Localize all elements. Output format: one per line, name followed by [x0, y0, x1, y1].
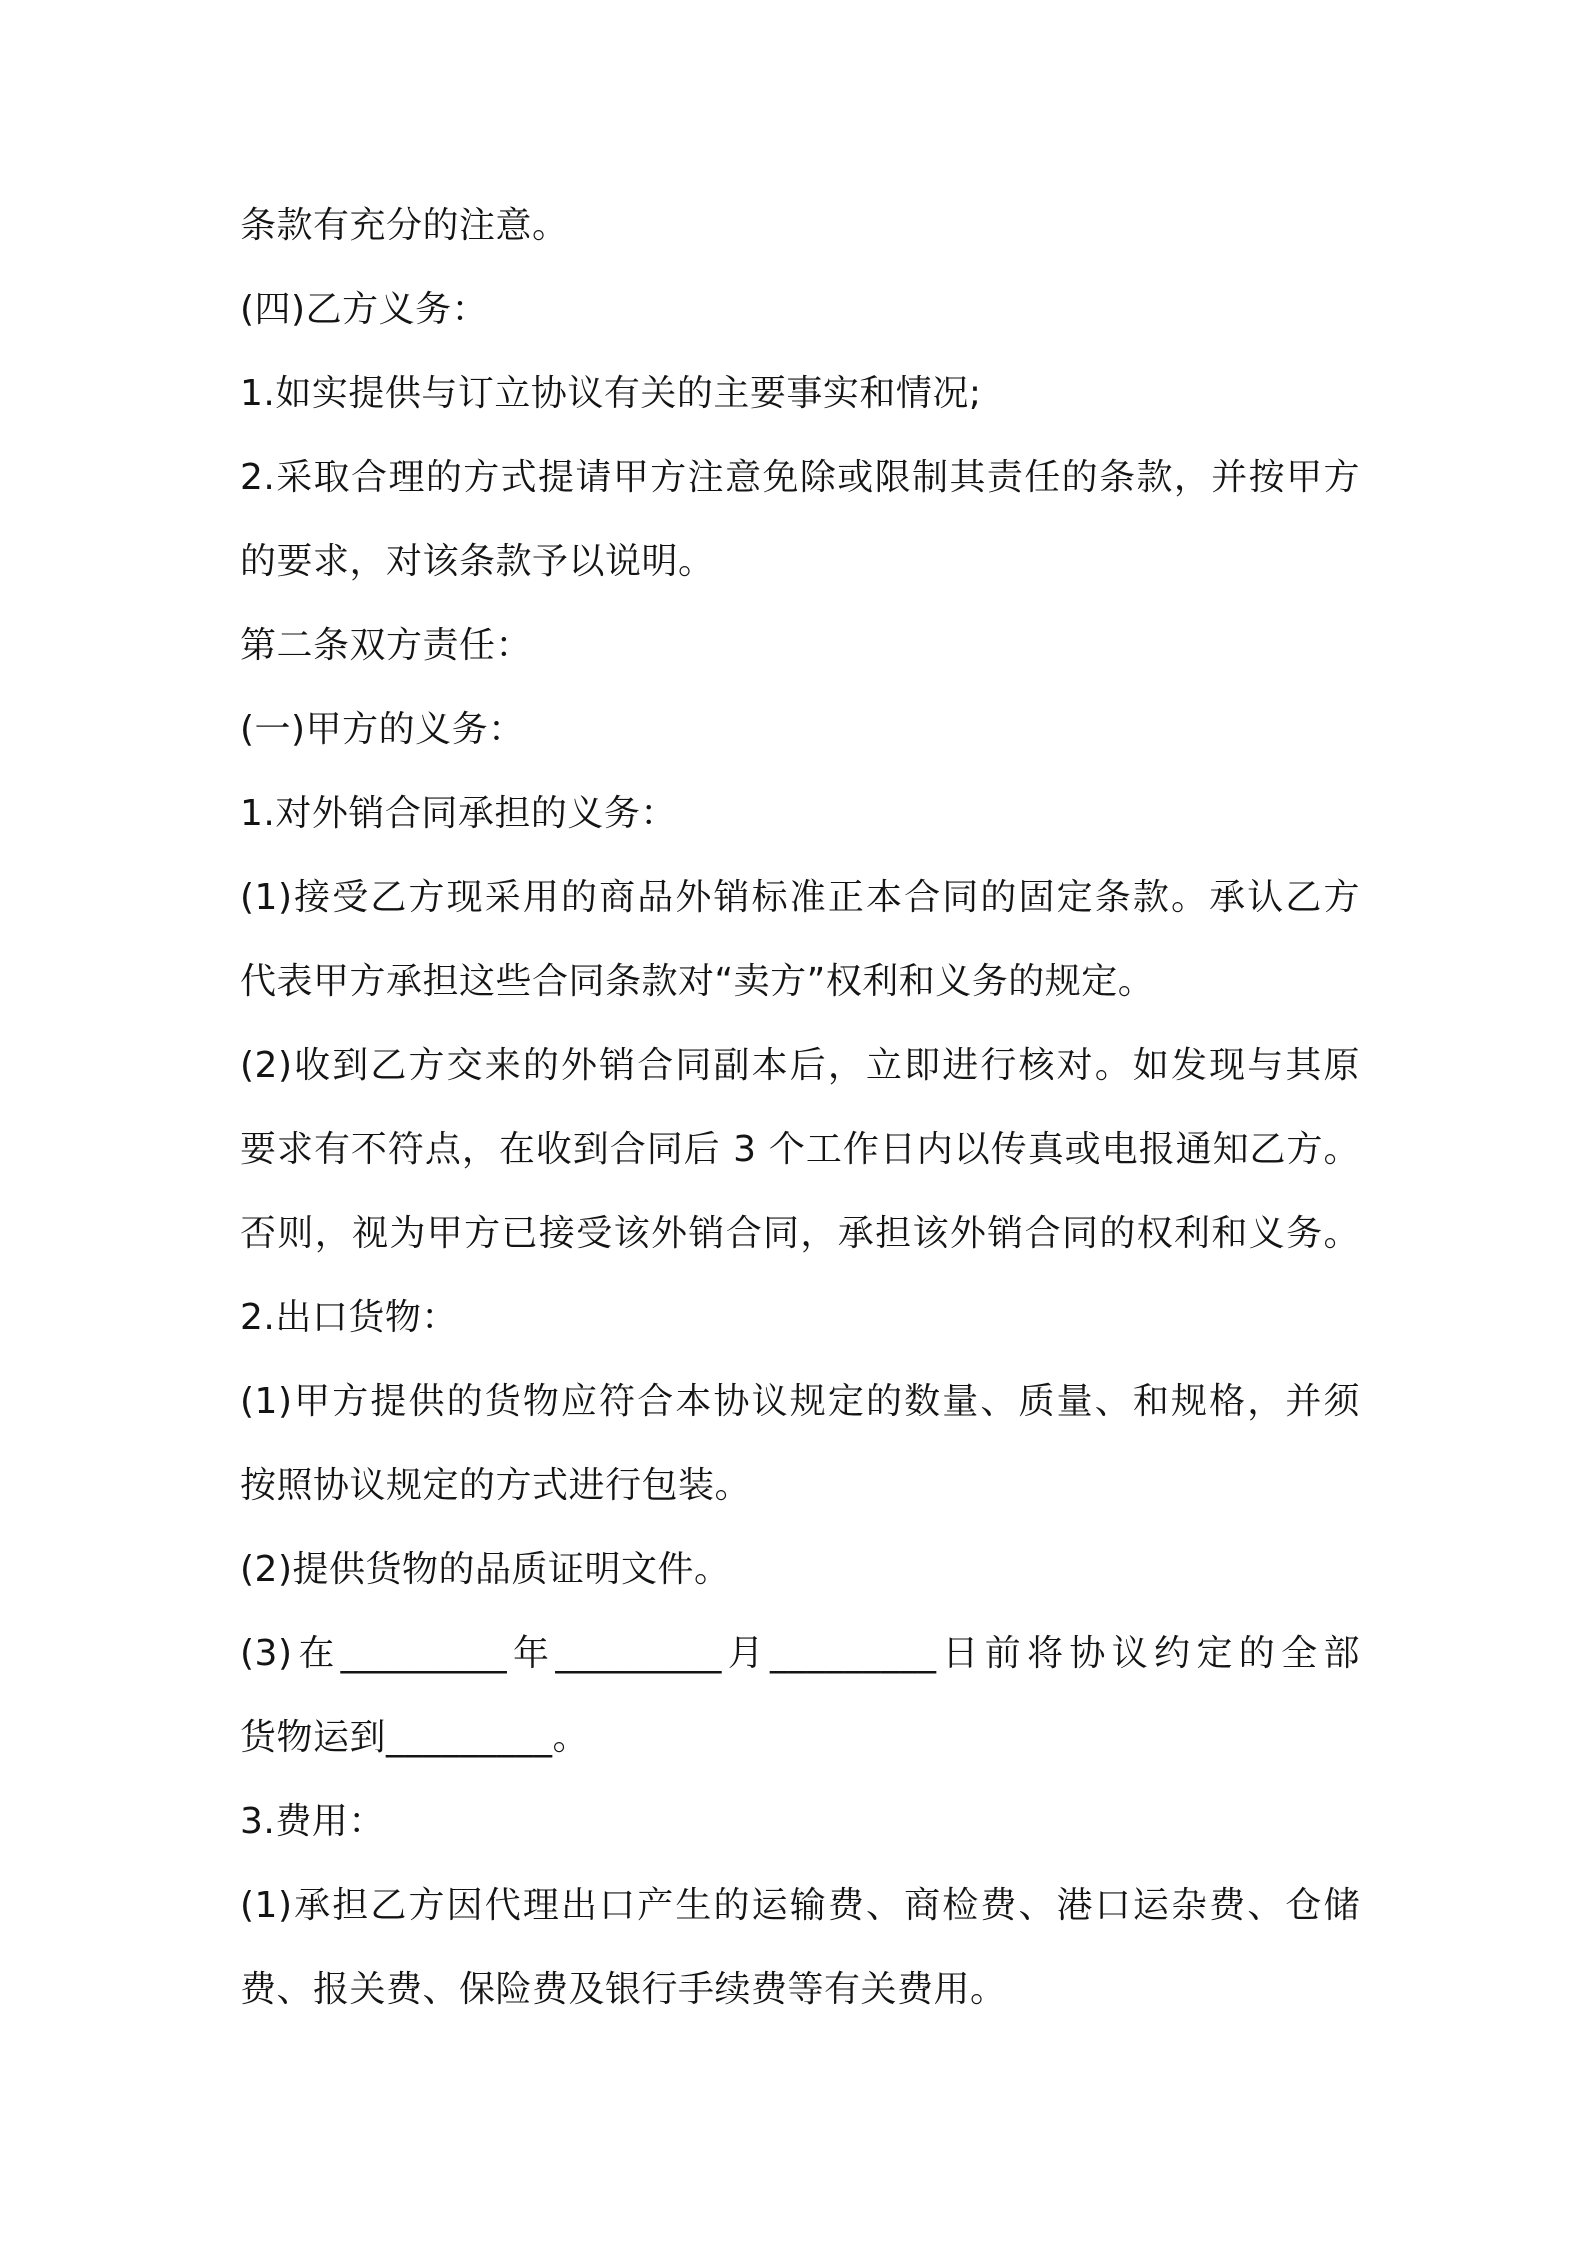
text-line: 费、报关费、保险费及银行手续费等有关费用。	[240, 1969, 1007, 2010]
text-line: (3)在_________年_________月_________日前将协议约定的全部	[240, 1633, 1360, 1674]
text-line: (2)收到乙方交来的外销合同副本后，立即进行核对。如发现与其原	[240, 1045, 1360, 1086]
text-line: (1)甲方提供的货物应符合本协议规定的数量、质量、和规格，并须	[240, 1381, 1360, 1422]
text-line: 1.如实提供与订立协议有关的主要事实和情况;	[240, 373, 982, 414]
text-line: 2.采取合理的方式提请甲方注意免除或限制其责任的条款，并按甲方	[240, 457, 1360, 498]
text-line: 代表甲方承担这些合同条款对“卖方”权利和义务的规定。	[240, 961, 1155, 1002]
text-line: 否则，视为甲方已接受该外销合同，承担该外销合同的权利和义务。	[240, 1213, 1360, 1254]
section-heading: (一)甲方的义务：	[240, 709, 525, 750]
text-line: 按照协议规定的方式进行包装。	[240, 1465, 752, 1506]
subsection-heading: 1.对外销合同承担的义务：	[240, 793, 677, 834]
subsection-heading: 3.费用：	[240, 1801, 385, 1842]
article-heading: 第二条双方责任：	[240, 625, 533, 666]
text-line: (2)提供货物的品质证明文件。	[240, 1549, 731, 1590]
text-line: (1)承担乙方因代理出口产生的运输费、商检费、港口运杂费、仓储	[240, 1885, 1360, 1926]
text-line: (1)接受乙方现采用的商品外销标准正本合同的固定条款。承认乙方	[240, 877, 1360, 918]
text-line: 货物运到_________。	[240, 1717, 590, 1758]
text-line: 的要求，对该条款予以说明。	[240, 541, 715, 582]
document-body	[240, 198, 1360, 2046]
text-line: 条款有充分的注意。	[240, 205, 569, 246]
section-heading: (四)乙方义务：	[240, 289, 489, 330]
text-line: 要求有不符点，在收到合同后 3 个工作日内以传真或电报通知乙方。	[240, 1129, 1360, 1170]
subsection-heading: 2.出口货物：	[240, 1297, 458, 1338]
